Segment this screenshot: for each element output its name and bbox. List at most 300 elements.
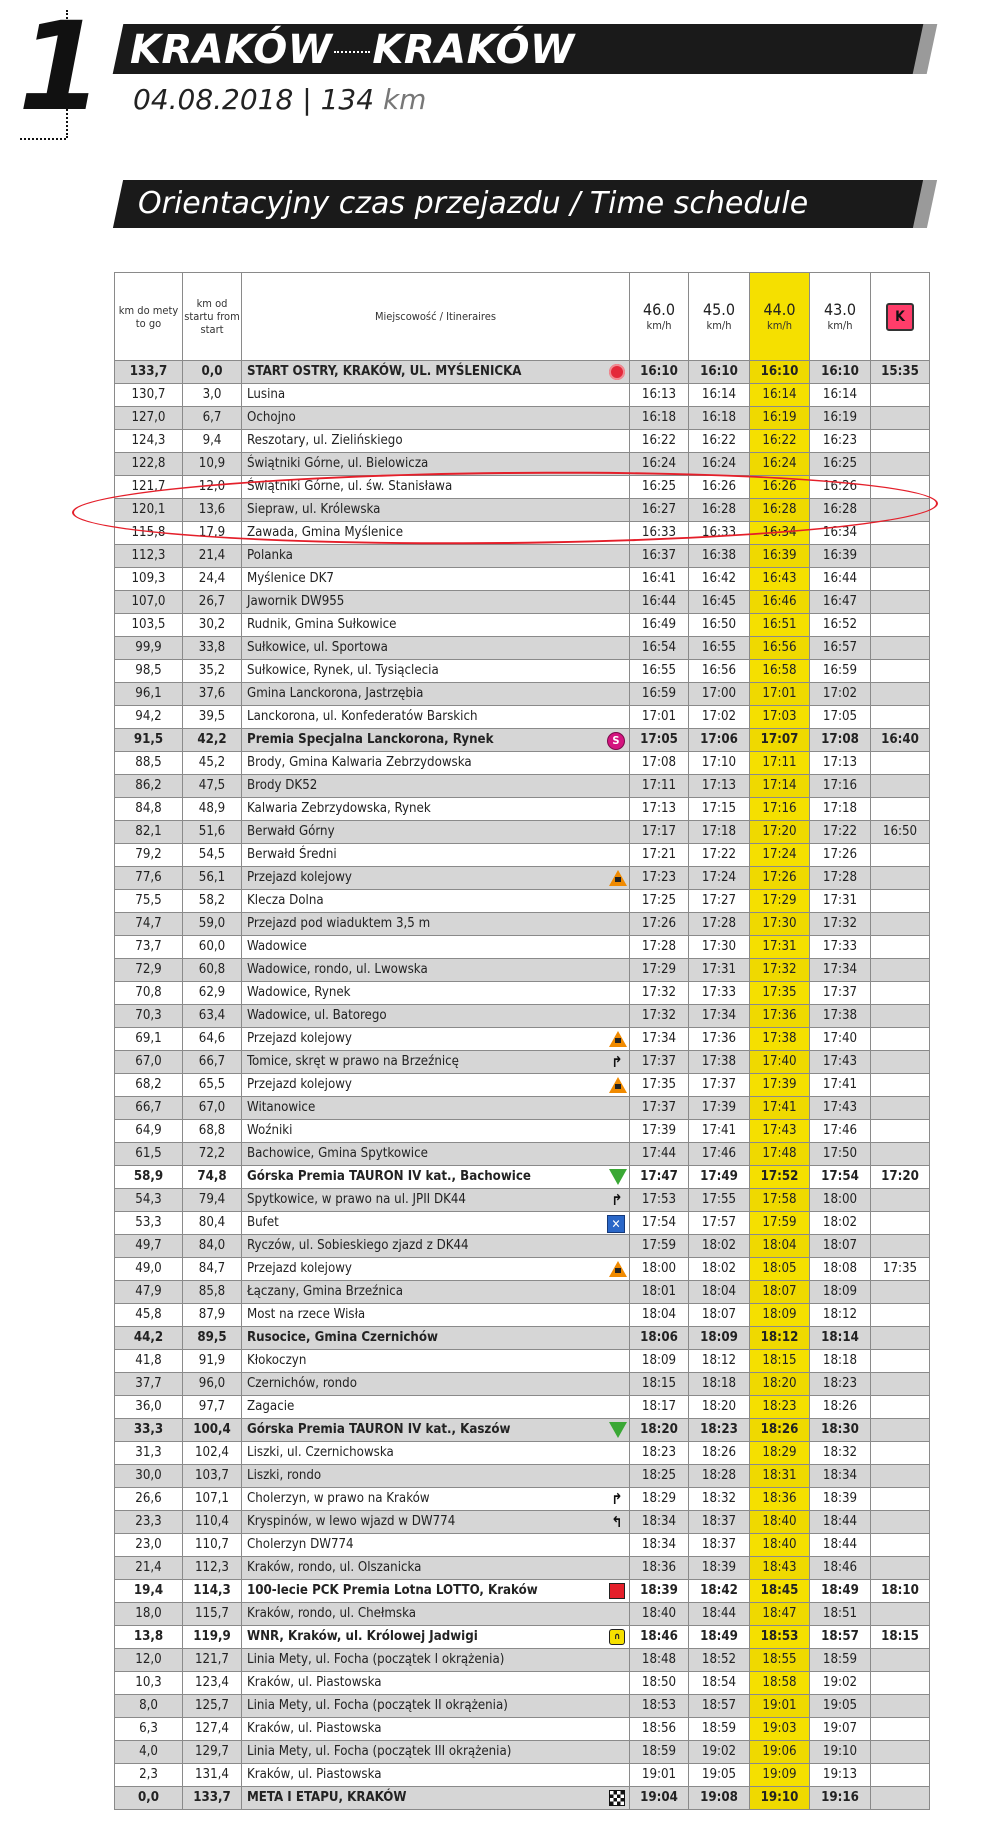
km-from-start-cell: [183, 1281, 242, 1304]
km-to-go-cell: [115, 614, 183, 637]
km-from-start-cell-text: 65,5: [198, 1077, 226, 1092]
km-to-go-cell: [115, 936, 183, 959]
k-time-cell: [871, 1304, 930, 1327]
time-46-cell: [630, 1419, 689, 1442]
table-row: [115, 1235, 930, 1258]
time-46-cell-text: 18:25: [641, 1468, 677, 1483]
time-46-cell: [630, 1120, 689, 1143]
k-time-cell: [871, 1649, 930, 1672]
km-to-go-cell-text: 70,3: [135, 1008, 162, 1023]
time-44-cell: [750, 844, 810, 867]
time-44-cell: [750, 982, 810, 1005]
km-to-go-cell-text: 53,3: [135, 1215, 162, 1230]
time-44-cell-text: 18:55: [762, 1652, 797, 1667]
itinerary-cell: [242, 545, 630, 568]
k-time-cell: [871, 1189, 930, 1212]
itinerary-cell: [242, 430, 630, 453]
time-46-cell: [630, 798, 689, 821]
itinerary-cell-text: Tomice, skręt w prawo na Brzeźnicę: [247, 1054, 459, 1069]
table-row: [115, 1603, 930, 1626]
km-from-start-cell: [183, 890, 242, 913]
stage-title-start: KRAKÓW: [130, 27, 333, 73]
time-45-cell-text: 17:10: [701, 755, 737, 770]
itinerary-cell: [242, 706, 630, 729]
time-45-cell-text: 16:55: [701, 640, 737, 655]
time-43-cell-text: 16:28: [822, 502, 858, 517]
km-from-start-cell: [183, 1304, 242, 1327]
km-from-start-cell: [183, 1672, 242, 1695]
km-to-go-cell: [115, 1189, 183, 1212]
km-from-start-cell-text: 10,9: [198, 456, 226, 471]
k-time-cell: [871, 361, 930, 384]
km-from-start-cell: [183, 1557, 242, 1580]
k-time-cell: [871, 1511, 930, 1534]
itinerary-cell-text: Kraków, ul. Piastowska: [247, 1767, 382, 1782]
table-row: [115, 568, 930, 591]
k-time-cell: [871, 1488, 930, 1511]
time-43-cell: [810, 1028, 871, 1051]
km-from-start-cell-text: 54,5: [198, 847, 226, 862]
km-from-start-cell: [183, 775, 242, 798]
itinerary-cell-text: META I ETAPU, KRAKÓW: [247, 1790, 407, 1805]
table-row: [115, 1143, 930, 1166]
time-46-cell-text: 16:44: [641, 594, 677, 609]
time-44-cell-text: 17:38: [762, 1031, 797, 1046]
time-44-cell: [750, 499, 810, 522]
itinerary-cell: [242, 1511, 630, 1534]
time-46-cell-text: 18:04: [641, 1307, 677, 1322]
k-time-cell: [871, 1787, 930, 1810]
km-from-start-cell: [183, 637, 242, 660]
itinerary-cell: [242, 614, 630, 637]
km-from-start-cell: [183, 1488, 242, 1511]
itinerary-cell: [242, 499, 630, 522]
time-43-cell: [810, 407, 871, 430]
km-to-go-cell-text: 69,1: [135, 1031, 162, 1046]
time-43-cell: [810, 821, 871, 844]
time-45-cell-text: 18:52: [701, 1652, 737, 1667]
k-time-cell: [871, 959, 930, 982]
time-46-cell-text: 17:39: [641, 1123, 677, 1138]
time-44-cell: [750, 1764, 810, 1787]
time-44-cell-text: 18:40: [762, 1537, 797, 1552]
itinerary-cell-text: Świątniki Górne, ul. św. Stanisława: [247, 479, 453, 494]
itinerary-cell: [242, 867, 630, 890]
time-43-cell-text: 18:09: [822, 1284, 858, 1299]
km-to-go-cell: [115, 1603, 183, 1626]
itinerary-cell-text: 100-lecie PCK Premia Lotna LOTTO, Kraków: [247, 1583, 538, 1598]
time-45-cell: [689, 1097, 750, 1120]
time-46-cell: [630, 1534, 689, 1557]
time-45-cell: [689, 1396, 750, 1419]
time-43-cell: [810, 959, 871, 982]
k-time-cell: [871, 1603, 930, 1626]
km-to-go-cell: [115, 1672, 183, 1695]
k-time-cell: [871, 982, 930, 1005]
itinerary-cell-text: Kraków, ul. Piastowska: [247, 1675, 382, 1690]
itinerary-cell: [242, 407, 630, 430]
itinerary-cell: [242, 798, 630, 821]
itinerary-cell-text: Zagacie: [247, 1399, 295, 1414]
km-from-start-cell: [183, 614, 242, 637]
km-to-go-cell: [115, 637, 183, 660]
km-to-go-cell: [115, 867, 183, 890]
time-44-cell-text: 19:03: [762, 1721, 797, 1736]
km-from-start-cell-text: 56,1: [198, 870, 226, 885]
km-from-start-cell-text: 80,4: [198, 1215, 226, 1230]
subtitle-separator: |: [302, 83, 312, 116]
col-speed-1: [630, 273, 689, 361]
km-from-start-cell: [183, 1051, 242, 1074]
time-45-cell-text: 18:32: [701, 1491, 737, 1506]
time-45-cell-text: 16:26: [701, 479, 737, 494]
time-45-cell-text: 17:36: [701, 1031, 737, 1046]
finish-icon: [609, 1790, 625, 1806]
time-44-cell: [750, 1373, 810, 1396]
time-46-cell-text: 18:53: [641, 1698, 677, 1713]
itinerary-cell-text: Kraków, ul. Piastowska: [247, 1721, 382, 1736]
km-to-go-cell: [115, 384, 183, 407]
k-time-cell: [871, 1097, 930, 1120]
km-from-start-cell: [183, 798, 242, 821]
time-45-cell-text: 17:15: [701, 801, 737, 816]
time-45-cell: [689, 1787, 750, 1810]
time-46-cell: [630, 1304, 689, 1327]
time-45-cell-text: 18:54: [701, 1675, 737, 1690]
table-row: [115, 1189, 930, 1212]
table-row: [115, 1051, 930, 1074]
itinerary-cell: [242, 637, 630, 660]
itinerary-cell: [242, 361, 630, 384]
time-44-cell: [750, 1028, 810, 1051]
time-46-cell-text: 17:01: [641, 709, 677, 724]
k-time-cell: [871, 1258, 930, 1281]
km-to-go-cell: [115, 1465, 183, 1488]
turn-right-icon: ↱: [611, 1191, 623, 1209]
time-46-cell-text: 18:20: [640, 1422, 678, 1437]
table-row: [115, 1534, 930, 1557]
time-46-cell: [630, 1741, 689, 1764]
km-to-go-cell: [115, 798, 183, 821]
km-to-go-cell-text: 77,6: [135, 870, 162, 885]
time-45-cell: [689, 1488, 750, 1511]
time-43-cell-text: 17:46: [822, 1123, 858, 1138]
time-45-cell: [689, 1718, 750, 1741]
time-44-cell: [750, 1626, 810, 1649]
time-45-cell: [689, 1189, 750, 1212]
time-45-cell-text: 18:39: [701, 1560, 737, 1575]
time-43-cell: [810, 752, 871, 775]
k-time-cell: [871, 1534, 930, 1557]
km-from-start-cell: [183, 1718, 242, 1741]
k-time-cell: [871, 637, 930, 660]
km-to-go-cell-text: 96,1: [135, 686, 162, 701]
time-44-cell: [750, 1120, 810, 1143]
table-row: [115, 1327, 930, 1350]
time-44-cell-text: 16:26: [762, 479, 797, 494]
k-time-cell: [871, 913, 930, 936]
time-45-cell: [689, 1120, 750, 1143]
km-from-start-cell-text: 119,9: [193, 1629, 231, 1644]
table-row: [115, 522, 930, 545]
col-k: [871, 273, 930, 361]
table-row: [115, 361, 930, 384]
time-45-cell: [689, 1741, 750, 1764]
time-43-cell-text: 19:07: [822, 1721, 858, 1736]
time-45-cell-text: 18:37: [701, 1537, 737, 1552]
km-from-start-cell-text: 47,5: [198, 778, 226, 793]
time-46-cell-text: 18:50: [641, 1675, 677, 1690]
table-row: [115, 1626, 930, 1649]
itinerary-cell-text: WNR, Kraków, ul. Królowej Jadwigi: [247, 1629, 478, 1644]
time-43-cell-text: 16:52: [822, 617, 858, 632]
time-45-cell-text: 17:13: [701, 778, 737, 793]
time-43-cell: [810, 706, 871, 729]
time-44-cell: [750, 522, 810, 545]
table-row: [115, 1396, 930, 1419]
table-header-row: [115, 273, 930, 361]
time-45-cell: [689, 1235, 750, 1258]
km-to-go-cell-text: 12,0: [135, 1652, 162, 1667]
time-46-cell-text: 16:25: [641, 479, 677, 494]
k-time-cell: [871, 407, 930, 430]
itinerary-cell: [242, 1235, 630, 1258]
time-44-cell: [750, 1097, 810, 1120]
time-45-cell-text: 18:28: [701, 1468, 737, 1483]
km-to-go-cell: [115, 706, 183, 729]
km-to-go-cell: [115, 752, 183, 775]
time-44-cell-text: 17:30: [762, 916, 797, 931]
time-46-cell-text: 18:39: [640, 1583, 678, 1598]
table-row: [115, 499, 930, 522]
time-46-cell: [630, 660, 689, 683]
itinerary-cell-text: Sułkowice, Rynek, ul. Tysiąclecia: [247, 663, 439, 678]
km-from-start-cell-text: 39,5: [198, 709, 226, 724]
time-43-cell: [810, 1189, 871, 1212]
time-45-cell: [689, 1672, 750, 1695]
table-row: [115, 614, 930, 637]
itinerary-cell-text: Wadowice, Rynek: [247, 985, 351, 1000]
time-46-cell-text: 18:00: [641, 1261, 677, 1276]
km-to-go-cell: [115, 1235, 183, 1258]
time-44-cell: [750, 1488, 810, 1511]
time-43-cell-text: 16:10: [821, 364, 859, 379]
time-44-cell: [750, 1534, 810, 1557]
time-43-cell: [810, 1488, 871, 1511]
km-to-go-cell-text: 112,3: [131, 548, 166, 563]
time-46-cell: [630, 545, 689, 568]
time-44-cell-text: 17:43: [762, 1123, 797, 1138]
time-46-cell-text: 17:32: [641, 1008, 677, 1023]
time-46-cell-text: 17:23: [641, 870, 677, 885]
time-43-cell-text: 17:50: [822, 1146, 858, 1161]
time-45-cell: [689, 913, 750, 936]
km-to-go-cell: [115, 407, 183, 430]
time-43-cell-text: 18:44: [822, 1514, 858, 1529]
speed-unit: km/h: [706, 319, 732, 332]
time-44-cell: [750, 1718, 810, 1741]
time-45-cell: [689, 706, 750, 729]
km-to-go-cell-text: 109,3: [131, 571, 166, 586]
k-time-cell: [871, 1120, 930, 1143]
time-46-cell-text: 16:49: [641, 617, 677, 632]
time-45-cell: [689, 568, 750, 591]
time-46-cell-text: 18:15: [641, 1376, 677, 1391]
k-time-cell: [871, 1373, 930, 1396]
km-to-go-cell-text: 67,0: [135, 1054, 162, 1069]
time-44-cell: [750, 936, 810, 959]
time-44-cell-text: 16:24: [762, 456, 797, 471]
time-43-cell: [810, 1051, 871, 1074]
table-row: [115, 821, 930, 844]
km-to-go-cell: [115, 499, 183, 522]
km-from-start-cell-text: 45,2: [198, 755, 226, 770]
time-45-cell-text: 17:18: [701, 824, 737, 839]
km-to-go-cell-text: 21,4: [135, 1560, 162, 1575]
km-from-start-cell-text: 67,0: [198, 1100, 226, 1115]
time-43-cell-text: 16:14: [822, 387, 858, 402]
time-43-cell-text: 17:54: [821, 1169, 859, 1184]
time-44-cell-text: 16:22: [762, 433, 797, 448]
km-to-go-cell-text: 72,9: [135, 962, 162, 977]
time-44-cell: [750, 545, 810, 568]
itinerary-cell: [242, 1051, 630, 1074]
time-45-cell: [689, 1580, 750, 1603]
km-to-go-cell-text: 98,5: [135, 663, 162, 678]
itinerary-cell-text: Przejazd kolejowy: [247, 1031, 352, 1046]
km-from-start-cell-text: 102,4: [195, 1445, 229, 1460]
time-46-cell: [630, 1097, 689, 1120]
speed-value: 46.0: [642, 300, 676, 319]
km-from-start-cell: [183, 729, 242, 752]
time-46-cell-text: 16:10: [640, 364, 678, 379]
itinerary-cell-text: Jawornik DW955: [247, 594, 345, 609]
km-to-go-cell: [115, 1557, 183, 1580]
km-to-go-cell: [115, 1166, 183, 1189]
itinerary-cell-text: Liszki, ul. Czernichowska: [247, 1445, 394, 1460]
time-46-cell-text: 17:21: [641, 847, 677, 862]
itinerary-cell-text: Górska Premia TAURON IV kat., Bachowice: [247, 1169, 531, 1184]
time-45-cell-text: 17:37: [701, 1077, 737, 1092]
time-45-cell: [689, 1051, 750, 1074]
itinerary-cell: [242, 1212, 630, 1235]
k-time-cell: [871, 1465, 930, 1488]
k-time-cell: [871, 499, 930, 522]
time-46-cell-text: 17:08: [641, 755, 677, 770]
time-43-cell-text: 18:34: [822, 1468, 858, 1483]
km-to-go-cell-text: 74,7: [135, 916, 162, 931]
time-44-cell-text: 19:10: [760, 1790, 799, 1805]
km-from-start-cell: [183, 1143, 242, 1166]
time-45-cell: [689, 890, 750, 913]
k-time-cell: [871, 430, 930, 453]
time-45-cell: [689, 867, 750, 890]
premia-icon: S: [607, 732, 625, 750]
time-44-cell-text: 17:14: [762, 778, 797, 793]
time-46-cell: [630, 614, 689, 637]
rail-crossing-icon: [609, 1031, 627, 1047]
km-to-go-cell-text: 130,7: [131, 387, 166, 402]
itinerary-cell: [242, 1764, 630, 1787]
itinerary-cell-text: Bachowice, Gmina Spytkowice: [247, 1146, 428, 1161]
km-from-start-cell-text: 37,6: [198, 686, 226, 701]
km-to-go-cell: [115, 1787, 183, 1810]
time-46-cell: [630, 499, 689, 522]
time-44-cell: [750, 361, 810, 384]
time-46-cell: [630, 775, 689, 798]
time-46-cell: [630, 844, 689, 867]
km-from-start-cell-text: 30,2: [198, 617, 226, 632]
km-from-start-cell: [183, 476, 242, 499]
time-46-cell-text: 18:34: [641, 1537, 677, 1552]
km-from-start-cell-text: 91,9: [198, 1353, 226, 1368]
time-43-cell: [810, 1327, 871, 1350]
km-to-go-cell-text: 115,8: [131, 525, 166, 540]
table-row: [115, 936, 930, 959]
time-43-cell: [810, 1626, 871, 1649]
time-46-cell-text: 17:32: [641, 985, 677, 1000]
k-time-cell: [871, 1212, 930, 1235]
km-from-start-cell-text: 85,8: [198, 1284, 226, 1299]
time-44-cell-text: 18:36: [762, 1491, 797, 1506]
time-43-cell-text: 19:05: [822, 1698, 858, 1713]
time-45-cell: [689, 1212, 750, 1235]
time-43-cell-text: 18:46: [822, 1560, 858, 1575]
time-46-cell-text: 17:47: [640, 1169, 678, 1184]
time-43-cell-text: 16:39: [822, 548, 858, 563]
time-43-cell: [810, 476, 871, 499]
time-44-cell-text: 18:31: [762, 1468, 797, 1483]
time-44-cell-text: 18:53: [760, 1629, 799, 1644]
time-46-cell: [630, 936, 689, 959]
time-43-cell: [810, 1603, 871, 1626]
time-45-cell-text: 17:02: [701, 709, 737, 724]
time-46-cell: [630, 1626, 689, 1649]
time-45-cell-text: 17:24: [701, 870, 737, 885]
km-to-go-cell: [115, 1649, 183, 1672]
km-to-go-cell-text: 8,0: [139, 1698, 158, 1713]
time-46-cell: [630, 1074, 689, 1097]
time-46-cell: [630, 1695, 689, 1718]
time-44-cell: [750, 1442, 810, 1465]
km-from-start-cell: [183, 982, 242, 1005]
time-45-cell: [689, 1166, 750, 1189]
km-from-start-cell-text: 123,4: [195, 1675, 229, 1690]
km-to-go-cell-text: 82,1: [135, 824, 162, 839]
time-44-cell: [750, 913, 810, 936]
time-45-cell: [689, 936, 750, 959]
itinerary-cell: [242, 913, 630, 936]
time-45-cell: [689, 1419, 750, 1442]
itinerary-cell: [242, 1189, 630, 1212]
k-time-cell: [871, 1327, 930, 1350]
km-to-go-cell: [115, 844, 183, 867]
km-to-go-cell-text: 33,3: [133, 1422, 164, 1437]
turn-right-icon: ↱: [611, 1053, 623, 1071]
km-from-start-cell-text: 58,2: [198, 893, 226, 908]
col-km-to-go-label: km do mety to go: [118, 303, 179, 330]
km-to-go-cell-text: 70,8: [135, 985, 162, 1000]
k-time-cell: [871, 1626, 930, 1649]
km-from-start-cell-text: 125,7: [195, 1698, 229, 1713]
time-44-cell: [750, 1787, 810, 1810]
km-to-go-cell: [115, 660, 183, 683]
k-time-cell-text: 18:10: [881, 1583, 919, 1598]
time-43-cell: [810, 1534, 871, 1557]
time-46-cell: [630, 591, 689, 614]
time-45-cell: [689, 959, 750, 982]
km-from-start-cell: [183, 936, 242, 959]
